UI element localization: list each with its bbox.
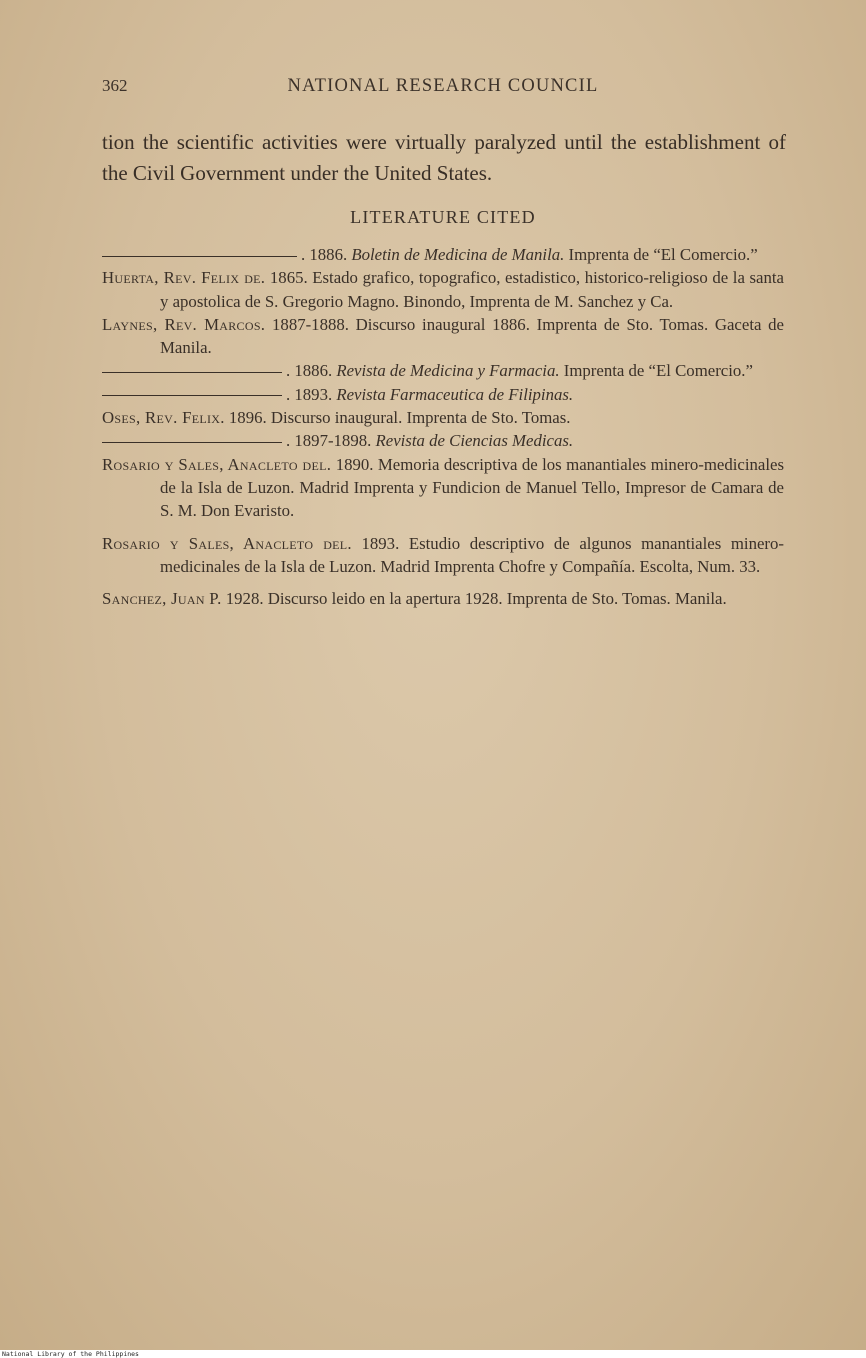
reference-author: Oses, Rev. Felix. xyxy=(102,408,225,428)
reference-title: Boletin de Medicina de Manila. xyxy=(351,245,565,264)
reference-author: Huerta, Rev. Felix de. xyxy=(102,268,266,288)
reference-details: 1865. Estado grafico, topografico, estadistico, historico-religioso de la santa y apostolica de S. Gregorio Magno. Binondo, Imprenta de M. Sanchez y Ca. xyxy=(160,268,784,311)
reference-details: 1928. Discurso leido en la apertura 1928. Imprenta de Sto. Tomas. Manila. xyxy=(221,589,727,609)
journal-title: NATIONAL RESEARCH COUNCIL xyxy=(287,76,599,96)
body-paragraph: tion the scientific activities were virtually paralyzed until the establishment of the Civil Government under the United States. xyxy=(102,130,786,185)
reference-details: . 1897-1898. xyxy=(286,431,376,451)
ditto-dash xyxy=(102,256,297,257)
reference-publisher: Imprenta de “El Comercio.” xyxy=(564,245,758,264)
reference-details: 1890. Memoria descriptiva de los manantiales minero-medicinales de la Isla de Luzon. Madrid Imprenta y Fundicion de Manuel Tello, Impresor de Camara de S. M. Don Evaristo. xyxy=(160,454,784,521)
reference-details: 1896. Discurso inaugural. Imprenta de Sto. Tomas. xyxy=(224,408,571,428)
reference-list xyxy=(102,243,784,610)
reference-entry xyxy=(102,359,784,382)
reference-author: Laynes, Rev. Marcos. xyxy=(102,314,266,334)
reference-details: . 1893. xyxy=(286,384,337,404)
reference-details: 1887-1888. Discurso inaugural 1886. Imprenta de Sto. Tomas. Gaceta de Manila. xyxy=(160,314,784,358)
reference-author: Rosario y Sales, Anacleto del. xyxy=(102,533,352,553)
reference-entry xyxy=(102,453,784,523)
reference-entry xyxy=(102,383,784,406)
reference-details: . 1886. xyxy=(286,361,337,381)
running-head xyxy=(102,76,784,106)
reference-entry xyxy=(102,406,784,429)
reference-title: Revista de Ciencias Medicas. xyxy=(375,431,574,451)
ditto-dash xyxy=(102,372,282,373)
footer-credit: National Library of the Philippines xyxy=(2,1350,139,1358)
ditto-dash xyxy=(102,442,282,443)
reference-details: . 1886. xyxy=(301,245,352,264)
section-heading: LITERATURE CITED xyxy=(350,207,536,227)
reference-entry xyxy=(102,587,784,610)
reference-publisher: Imprenta de “El Comercio.” xyxy=(559,361,753,381)
reference-author: Sanchez, Juan P. xyxy=(102,589,222,609)
ditto-dash xyxy=(102,395,282,396)
reference-author: Rosario y Sales, Anacleto del. xyxy=(102,454,332,474)
reference-entry xyxy=(102,243,784,266)
reference-title: Revista Farmaceutica de Filipinas. xyxy=(336,384,574,404)
reference-entry xyxy=(102,266,784,313)
reference-entry xyxy=(102,313,784,360)
reference-entry xyxy=(102,429,784,452)
reference-details: 1893. Estudio descriptivo de algunos manantiales minero-medicinales de la Isla de Luzon. Madrid Imprenta Chofre y Compañía. Escolta, Num. 33. xyxy=(160,533,784,576)
reference-title: Revista de Medicina y Farmacia. xyxy=(336,361,560,381)
reference-entry xyxy=(102,532,784,579)
page-number: 362 xyxy=(102,76,128,95)
